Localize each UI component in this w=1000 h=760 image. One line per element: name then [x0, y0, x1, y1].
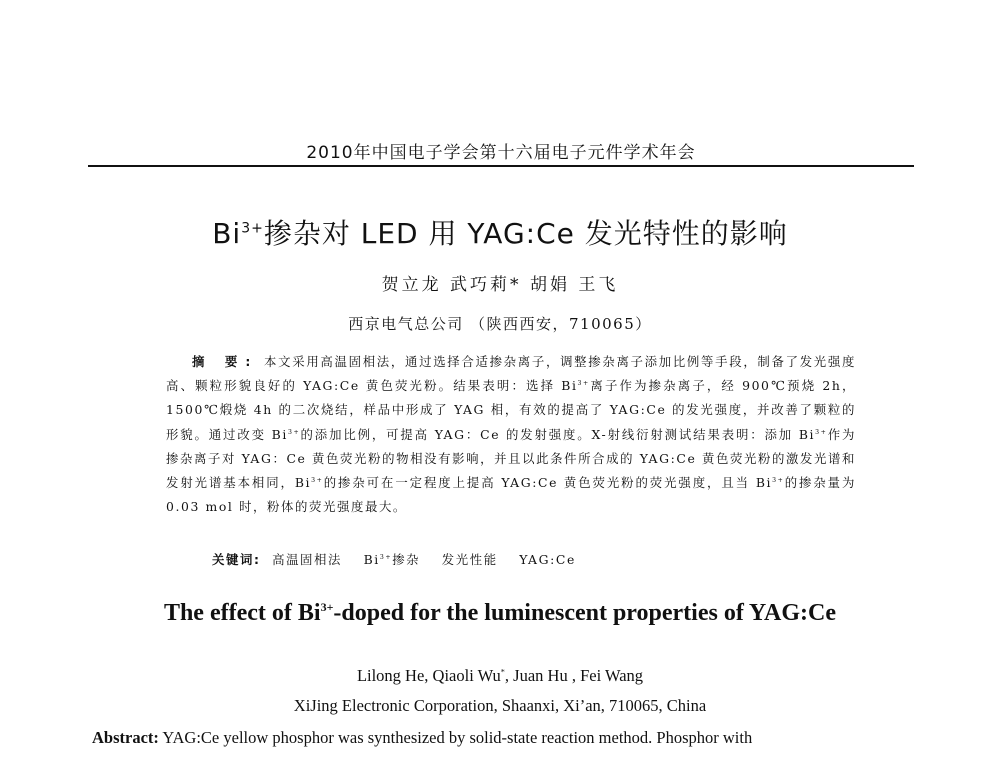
chinese-title [0, 212, 1000, 252]
english-title-rest: -doped for the luminescent properties of YAG:Ce [333, 600, 837, 626]
keyword [364, 552, 421, 567]
keyword: 高温固相法 [272, 552, 343, 567]
english-authors [0, 666, 1000, 686]
abstract-superscript: 3+ [577, 380, 590, 388]
english-abstract-label: Abstract: [92, 728, 159, 747]
keyword-text: Bi [363, 552, 380, 567]
abstract-segment: 作为掺杂离子对 YAG：Ce 黄色荧光粉的物相没有影响，并且以此条件所合成的 YAG:Ce 黄色荧光粉的激发光谱和发射光谱基本相同，Bi [166, 426, 856, 491]
english-abstract-text: YAG:Ce yellow phosphor was synthesized by solid-state reaction method. Phosphor with [162, 728, 753, 747]
abstract-superscript: 3+ [311, 476, 324, 484]
english-title-superscript: 3+ [320, 600, 334, 614]
authors-text: Lilong He, Qiaoli Wu [356, 666, 501, 685]
running-header: 2010年中国电子学会第十六届电子元件学术年会 [306, 143, 696, 163]
chinese-keywords [212, 550, 852, 568]
abstract-superscript: 3+ [287, 428, 301, 436]
chinese-title-rest: 掺杂对 LED 用 YAG:Ce 发光特性的影响 [263, 217, 788, 250]
keyword: 发光性能 [441, 552, 498, 567]
chinese-authors: 贺立龙 武巧莉* 胡娟 王飞 [381, 275, 619, 295]
keyword: YAG:Ce [519, 552, 576, 567]
abstract-superscript: 3+ [815, 428, 828, 436]
abstract-segment: 的添加比例，可提高 YAG：Ce 的发射强度。X-射线衍射测试结果表明：添加 Bi [300, 426, 816, 442]
clipped-text-line [92, 754, 910, 760]
english-title-prefix: The effect of Bi [163, 600, 321, 626]
keyword-superscript: 3+ [379, 553, 393, 561]
chinese-abstract [166, 350, 856, 519]
keyword-text: 掺杂 [392, 552, 421, 567]
authors-text: , Juan Hu , Fei Wang [504, 666, 644, 685]
chinese-abstract-body [166, 354, 856, 514]
chinese-affiliation: 西京电气总公司 （陕西西安，710065） [348, 315, 652, 333]
corresponding-author-mark: * [500, 667, 505, 677]
english-affiliation: XiJing Electronic Corporation, Shaanxi, Xi’an, 710065, China [293, 696, 707, 715]
abstract-segment: 本文采用高温固相法，通过选择合适掺杂离子，调整掺杂离子添加比例等手段，制备了发光强度高、颗粒形貌良好的 YAG:Ce 黄色荧光粉。结果表明：选择 Bi [166, 354, 856, 394]
abstract-segment: 的掺杂可在一定程度上提高 YAG:Ce 黄色荧光粉的荧光强度，且当 Bi [323, 475, 773, 491]
chinese-abstract-label: 摘 要: [192, 354, 259, 369]
keywords-label: 关键词: [212, 552, 261, 567]
english-title [0, 600, 1000, 627]
header-rule [88, 165, 914, 167]
chinese-title-superscript: 3+ [241, 220, 264, 237]
abstract-superscript: 3+ [772, 476, 785, 484]
chinese-title-prefix: Bi [212, 217, 242, 250]
abstract-segment: 离子作为掺杂离子，经 900℃预烧 2h，1500℃煅烧 4h 的二次烧结，样品中形成了 YAG 相，有效的提高了 YAG:Ce 的发光强度，并改善了颗粒的形貌。通过改变 Bi [166, 378, 856, 442]
english-abstract [92, 726, 922, 750]
abstract-segment: 的掺杂量为 0.03 mol 时，粉体的荧光强度最大。 [166, 475, 856, 515]
